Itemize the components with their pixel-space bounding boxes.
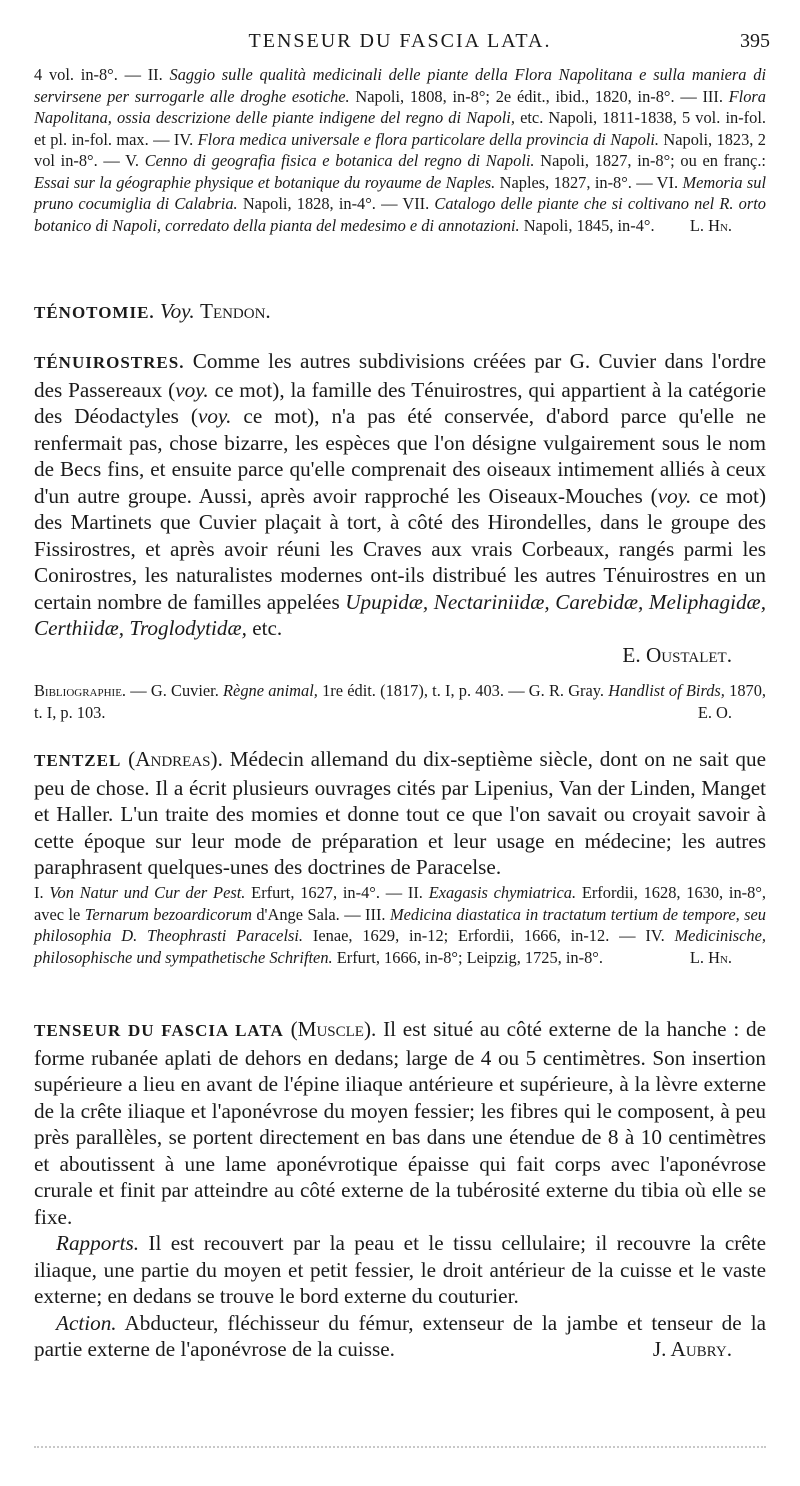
text-run: etc. Napoli, 1811-1838, 5 vol. in-fol. et pl. in-fol. max. — IV. <box>34 108 766 149</box>
text-run: Napoli, 1845, in-4°. <box>519 215 655 235</box>
headword: TENSEUR DU FASCIA LATA <box>34 1021 284 1040</box>
headword: TENTZEL <box>34 751 122 770</box>
signature: E. O. <box>697 702 732 722</box>
work-title: Saggio sulle qualità medicinali delle piante della Flora Napolitana e sulla maniera di servirsene per surrogarle alle droghe esotiche. <box>34 65 766 106</box>
tenuirostres-bibliography <box>34 680 766 723</box>
text-run: etc. <box>246 616 283 640</box>
family-names: Upupidæ, Nectariniidæ, Carebidæ, Meliphagidæ, Certhiidæ, Troglodytidæ, <box>34 589 766 640</box>
headword: TÉNOTOMIE. <box>34 303 155 322</box>
text-run: Naples, 1827, in-8°. — VI. <box>495 172 683 192</box>
work-title: Essai sur la géographie physique et botanique du royaume de Naples. <box>34 172 496 192</box>
work-title: Catalogo delle piante che si coltivano nel R. orto botanico di Napoli, corredato della pianta del medesimo e di annotazioni. <box>34 194 766 235</box>
voy-label: voy. <box>657 483 692 508</box>
text-run: Médecin allemand du dix-septième siècle, dont on ne sait que peu de chose. Il a écrit plusieurs ouvrages cités par Lipenius, Van der Linden, Manget et Haller. L'un traite des momies et donne tout ce que l'on savait ou croyait savoir à cette époque sur leur mode de préparation et leur usage en médecine; les autres paraphrasent quelques-unes des doctrines de Paracelse. <box>34 747 767 879</box>
work-title: Medicinische, philosophische und sympathetische Schriften. <box>34 926 766 967</box>
text-run: ce mot), la famille des Ténuirostres, qui appartient à la catégorie des Déodactyles ( <box>34 377 767 428</box>
cross-reference: Tendon. <box>200 299 271 323</box>
voy-label: voy. <box>197 404 232 428</box>
given-name: (Andreas). <box>128 747 223 771</box>
action-paragraph <box>34 1310 766 1363</box>
section-label: Rapports. <box>56 1231 139 1255</box>
text-run: Erfurt, 1627, in-4°. — II. <box>245 883 429 902</box>
entry-tenseur <box>34 1016 766 1363</box>
text-run: Il est situé au côté externe de la hanche : de forme rubanée aplati de dehors en dedans; large de 4 ou 5 centimètres. Son insertion supérieure a lieu en avant de l'épine iliaque antérieure et supérieure, à la lèvre externe de la crête iliaque et l'aponévrose du moyen fessier; les fibres qui le composent, à peu près parallèles, se portent directement en bas dans une étendue de 8 à 10 centimètres et aboutissent à une lame aponévrotique épaisse qui fait corps avec l'aponévrose crurale et finit par atteindre au côté externe de la tubérosité externe du tibia où elle se fixe. <box>34 1017 766 1229</box>
page-number: 395 <box>740 30 770 52</box>
signature: J. Aubry. <box>652 1337 732 1361</box>
entry-tenotomie <box>34 298 766 327</box>
text-run: ce mot), n'a pas été conservée, d'abord parce qu'elle ne renfermait pas, chose bizarre, les espèces que l'on désigne vulgairement sous le nom de Becs fins, et ensuite parce qu'elle comprenait des oiseaux intimement alliés à ceux d'un autre groupe. Aussi, après avoir rapproché les Oiseaux-Mouches ( <box>34 404 767 508</box>
text-run: — G. Cuvier. <box>126 681 224 700</box>
signature: L. Hn. <box>689 215 732 235</box>
voy-label: Voy. <box>159 299 195 323</box>
headword: TÉNUIROSTRES. <box>34 353 185 372</box>
work-title: Medicina diastatica in tractatum tertium de tempore, seu philosophia D. Theophrasti Paracelsi. <box>34 904 766 945</box>
text-run: Erfurt, 1666, in-8°; Leipzig, 1725, in-8°. <box>332 947 603 967</box>
work-title: Ternarum bezoardicorum <box>84 904 252 924</box>
entry-tenuirostres <box>34 348 766 668</box>
text-run: Ienae, 1629, in-12; Erfordii, 1666, in-12. — IV. <box>303 926 675 945</box>
entry-tentzel <box>34 746 766 881</box>
entry-kind: (Muscle). <box>290 1017 377 1041</box>
text-run: Abducteur, fléchisseur du fémur, extenseur de la jambe et tenseur de la partie externe de l'aponévrose de la cuisse. <box>34 1310 766 1361</box>
work-title: Von Natur und Cur der Pest. <box>49 883 246 902</box>
text-run: Erfordii, 1628, 1630, in-8°, avec le <box>34 883 766 924</box>
text-run: Napoli, 1827, in-8°; ou en franç.: <box>534 151 766 170</box>
signature: E. Oustalet. <box>622 642 732 667</box>
signature: L. Hn. <box>689 947 732 967</box>
work-title: Règne animal, <box>223 681 318 700</box>
text-run: I. <box>34 883 50 902</box>
work-title: Flora Napolitana, ossia descrizione delle piante indigene del regno di Napoli, <box>34 86 767 127</box>
text-run: Il est recouvert par la peau et le tissu cellulaire; il recouvre la crête iliaque, une partie du moyen et petit fessier, le droit antérieur de la cuisse et le vaste externe; en dedans se trouve le bord externe du couturier. <box>34 1231 766 1308</box>
text-run: Napoli, 1808, in-8°; 2e édit., ibid., 1820, in-8°. — III. <box>349 86 729 106</box>
running-title: TENSEUR DU FASCIA LATA. <box>248 30 552 52</box>
text-run: ce mot) des Martinets que Cuvier plaçait à tort, à côté des Hirondelles, dans le groupe des Fissirostres, et après avoir réuni les Craves aux vrais Corbeaux, rangés parmi les Conirostres, les naturalistes modernes ont-ils distribué les autres Ténuirostres en un certain nombre de familles appelées <box>34 483 766 614</box>
work-title: Exagasis chymiatrica. <box>428 883 577 902</box>
bibliography-label: Bibliographie. <box>34 681 127 700</box>
text-run: Napoli, 1828, in-4°. — VII. <box>237 194 435 213</box>
text-run: Comme les autres subdivisions créées par G. Cuvier dans l'ordre des Passereaux ( <box>34 349 766 402</box>
top-bibliography <box>34 64 766 236</box>
text-run: 1re édit. (1817), t. I, p. 403. — G. R. Gray. <box>317 681 609 700</box>
rapports-paragraph <box>34 1230 766 1310</box>
text-run: 1870, t. I, p. 103. <box>34 681 767 722</box>
running-head <box>0 30 800 56</box>
work-title: Handlist of Birds, <box>608 681 725 700</box>
bottom-divider <box>34 1446 766 1448</box>
text-run: Napoli, 1823, 2 vol in-8°. — V. <box>34 129 766 170</box>
text-run: d'Ange Sala. — III. <box>251 904 390 924</box>
voy-label: voy. <box>175 377 209 402</box>
work-title: Flora medica universale e flora particolare della provincia di Napoli. <box>197 129 659 149</box>
work-title: Memoria sul pruno cocumiglia di Calabria. <box>34 172 767 213</box>
tentzel-references <box>34 882 766 968</box>
work-title: Cenno di geografia fisica e botanica del regno di Napoli. <box>144 151 535 170</box>
section-label: Action. <box>56 1310 117 1335</box>
text-run: 4 vol. in-8°. — II. <box>34 65 170 84</box>
